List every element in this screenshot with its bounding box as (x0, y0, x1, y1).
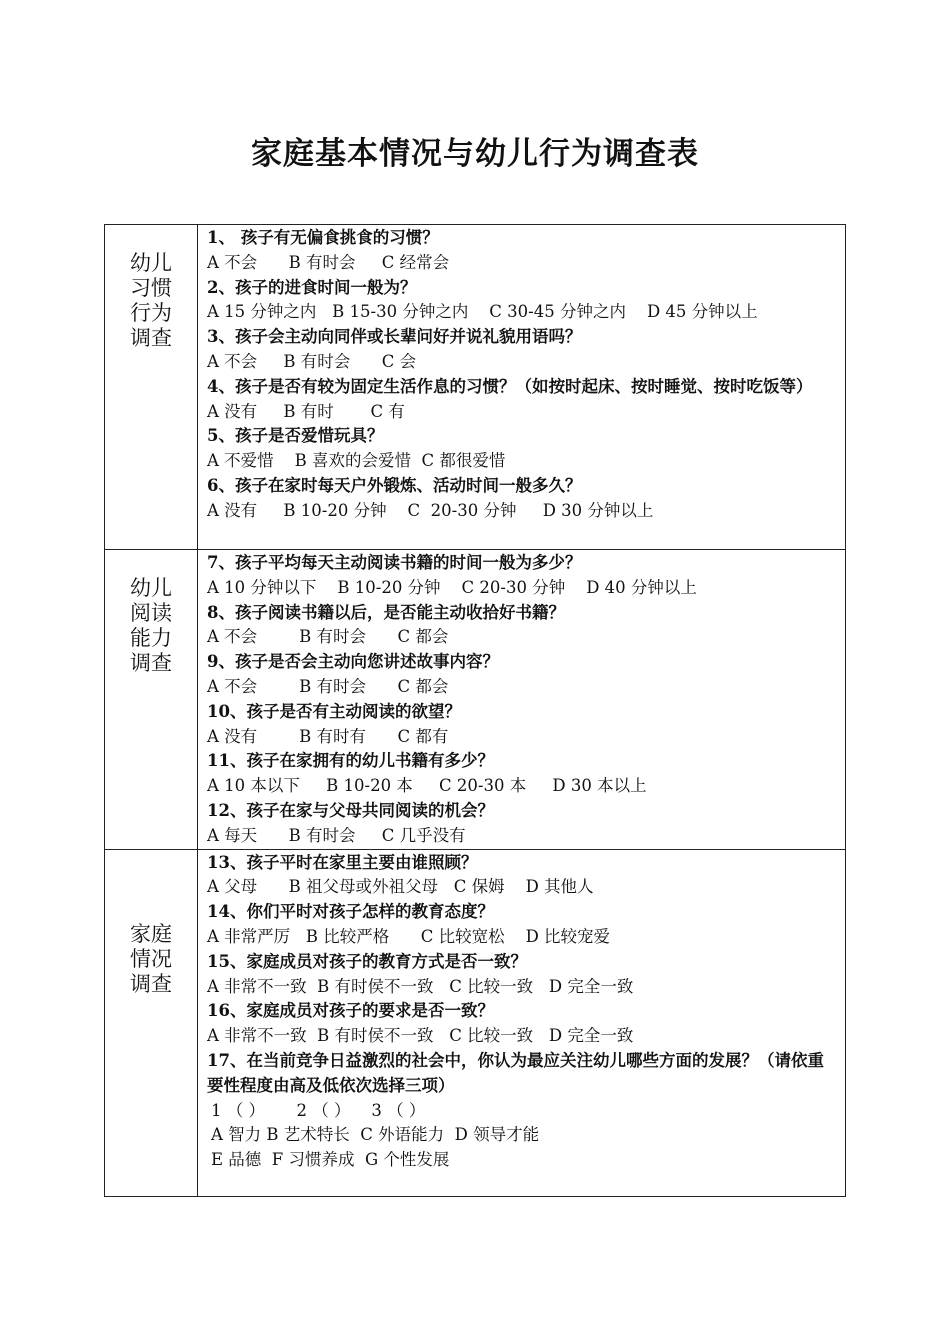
page-title: 家庭基本情况与幼儿行为调查表 (251, 136, 699, 172)
category-cell (105, 225, 198, 550)
question-text: 13、孩子平时在家里主要由谁照顾？ (207, 852, 478, 872)
question-text: 10、孩子是否有主动阅读的欲望？ (207, 701, 461, 721)
question-text: 8、孩子阅读书籍以后，是否能主动收拾好书籍？ (207, 602, 565, 622)
answer-options: A 非常不一致 B 有时侯不一致 C 比较一致 D 完全一致 (207, 976, 634, 996)
answer-options: A 不会 B 有时会 C 都会 (207, 676, 449, 696)
section-habits (105, 225, 846, 550)
question-text: 3、孩子会主动向同伴或长辈问好并说礼貌用语吗？ (207, 327, 582, 347)
category-cell (105, 550, 198, 850)
question-text: 12、孩子在家与父母共同阅读的机会？ (207, 800, 494, 820)
question-text: 6、孩子在家时每天户外锻炼、活动时间一般多久？ (207, 475, 582, 495)
answer-options: A 不爱惜 B 喜欢的会爱惜 C 都很爱惜 (207, 451, 506, 471)
answer-options: A 不会 B 有时会 C 经常会 (207, 252, 450, 272)
answer-options: A 不会 B 有时会 C 都会 (207, 627, 449, 647)
section-reading (105, 550, 846, 850)
category-cell (105, 849, 198, 1196)
answer-options: A 父母 B 祖父母或外祖父母 C 保姆 D 其他人 (207, 877, 594, 897)
questions-cell (198, 550, 846, 850)
option-list: A 智力 B 艺术特长 C 外语能力 D 领导才能 (211, 1125, 540, 1145)
question-text: 7、孩子平均每天主动阅读书籍的时间一般为多少？ (207, 553, 582, 572)
question-text: 16、家庭成员对孩子的要求是否一致？ (207, 1001, 494, 1021)
questions-cell (198, 849, 846, 1196)
question-text: 2、孩子的进食时间一般为？ (207, 277, 417, 297)
category-label: 家庭情况调查 (130, 921, 172, 996)
answer-options: A 非常不一致 B 有时侯不一致 C 比较一致 D 完全一致 (207, 1026, 634, 1046)
answer-options: A 没有 B 10-20 分钟 C 20-30 分钟 D 30 分钟以上 (207, 500, 654, 520)
answer-options: A 10 分钟以下 B 10-20 分钟 C 20-30 分钟 D 40 分钟以上 (207, 577, 697, 597)
question-text: 15、家庭成员对孩子的教育方式是否一致？ (207, 951, 527, 971)
answer-options: A 10 本以下 B 10-20 本 C 20-30 本 D 30 本以上 (207, 776, 647, 796)
category-label: 幼儿阅读能力调查 (130, 576, 172, 675)
category-label: 幼儿习惯行为调查 (130, 251, 172, 350)
question-text: 1、 孩子有无偏食挑食的习惯？ (207, 228, 439, 247)
question-text: 9、孩子是否会主动向您讲述故事内容？ (207, 652, 499, 672)
questions-cell (198, 225, 846, 550)
question-text: 14、你们平时对孩子怎样的教育态度？ (207, 902, 494, 922)
answer-options: A 没有 B 有时有 C 都有 (207, 726, 449, 746)
ranking-blanks: 1 （ ） 2 （ ） 3 （ ） (211, 1100, 426, 1120)
answer-options: A 没有 B 有时 C 有 (207, 401, 405, 421)
answer-options: A 每天 B 有时会 C 几乎没有 (207, 825, 466, 845)
answer-options: A 不会 B 有时会 C 会 (207, 351, 417, 371)
question-text: 4、孩子是否有较为固定生活作息的习惯？（如按时起床、按时睡觉、按时吃饭等） (207, 376, 813, 396)
section-family (105, 849, 846, 1196)
option-list: E 品德 F 习惯养成 G 个性发展 (211, 1150, 450, 1170)
answer-options: A 15 分钟之内 B 15-30 分钟之内 C 30-45 分钟之内 D 45 分钟以上 (207, 302, 758, 322)
question-text: 17、在当前竞争日益激烈的社会中，你认为最应关注幼儿哪些方面的发展？（请依重要性程度由高及低依次选择三项） (207, 1050, 824, 1095)
answer-options: A 非常严厉 B 比较严格 C 比较宽松 D 比较宠爱 (207, 926, 611, 946)
question-text: 11、孩子在家拥有的幼儿书籍有多少？ (207, 751, 494, 771)
survey-table (104, 224, 846, 1197)
question-text: 5、孩子是否爱惜玩具？ (207, 426, 384, 446)
